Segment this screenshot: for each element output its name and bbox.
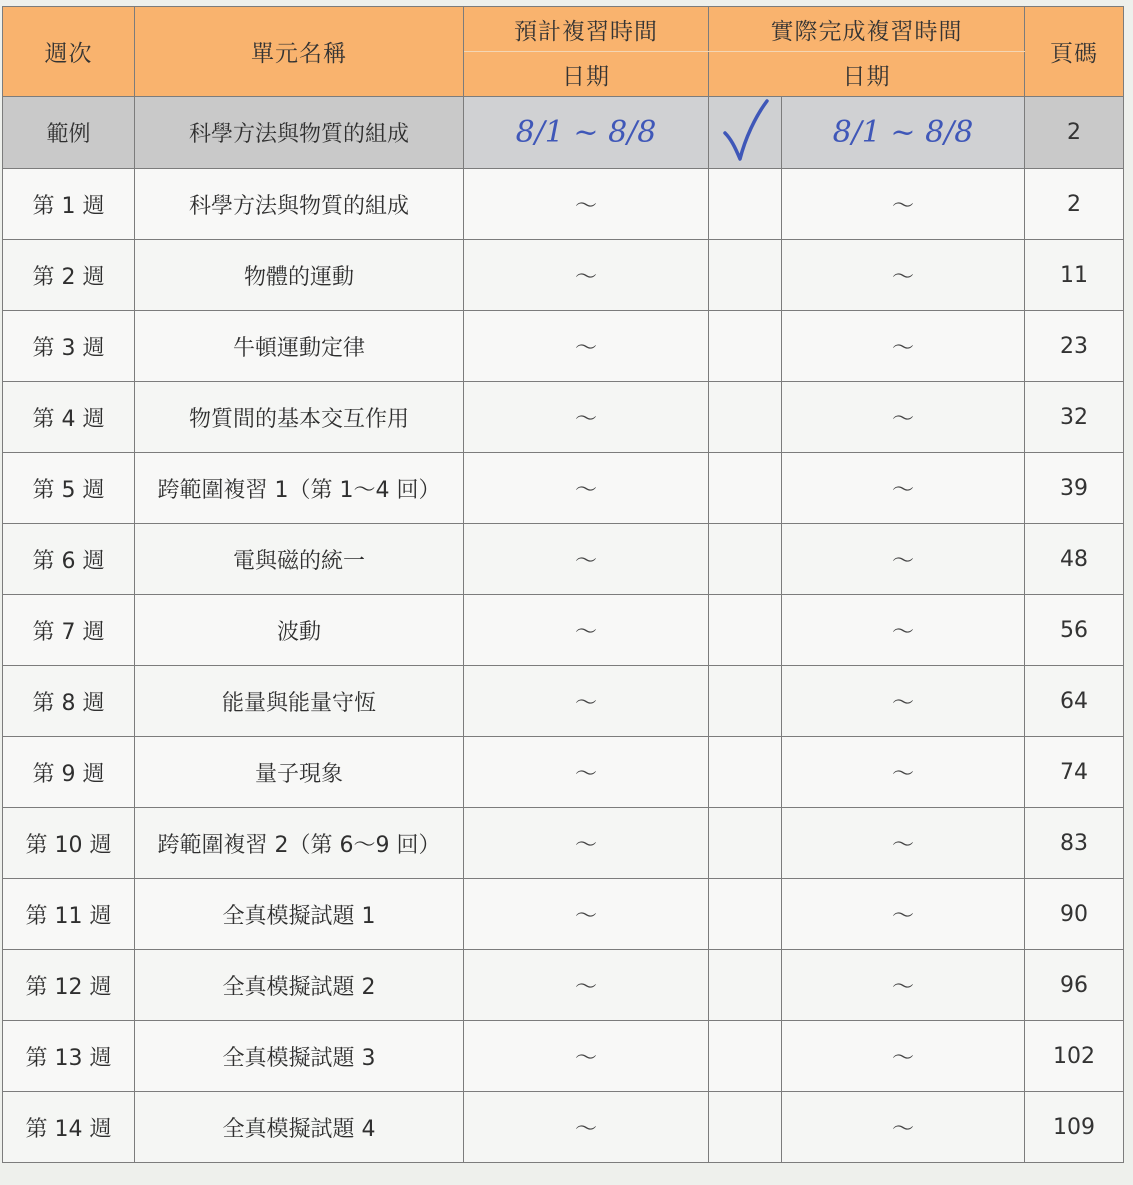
unit-name-cell: 跨範圍複習 1（第 1～4 回） xyxy=(135,453,464,524)
planned-date-cell: ～ xyxy=(464,169,709,240)
completed-check-cell xyxy=(709,1021,782,1092)
table-row xyxy=(3,382,1124,453)
week-cell: 第 9 週 xyxy=(3,737,135,808)
completed-check-cell xyxy=(709,950,782,1021)
completed-check-cell xyxy=(709,879,782,950)
page-number-cell: 83 xyxy=(1025,808,1124,879)
completed-check-cell xyxy=(709,666,782,737)
page-number-cell: 96 xyxy=(1025,950,1124,1021)
week-cell: 第 6 週 xyxy=(3,524,135,595)
page-number-cell: 90 xyxy=(1025,879,1124,950)
table-row xyxy=(3,311,1124,382)
table-row xyxy=(3,453,1124,524)
example-unit-cell: 科學方法與物質的組成 xyxy=(135,97,464,169)
planned-date-subheader: 日期 xyxy=(464,52,709,97)
week-cell: 第 8 週 xyxy=(3,666,135,737)
actual-date-cell: ～ xyxy=(782,524,1025,595)
example-completed-check xyxy=(709,97,782,169)
week-cell: 第 2 週 xyxy=(3,240,135,311)
table-row xyxy=(3,1092,1124,1163)
unit-name-cell: 全真模擬試題 2 xyxy=(135,950,464,1021)
example-actual-date: 8/1 ~ 8/8 xyxy=(782,97,1025,169)
page-column-header: 頁碼 xyxy=(1025,7,1124,97)
actual-date-cell: ～ xyxy=(782,595,1025,666)
completed-check-cell xyxy=(709,311,782,382)
page-number-cell: 11 xyxy=(1025,240,1124,311)
page-number-cell: 32 xyxy=(1025,382,1124,453)
planned-date-cell: ～ xyxy=(464,382,709,453)
completed-check-cell xyxy=(709,382,782,453)
check-mark-icon xyxy=(715,99,775,163)
actual-date-cell: ～ xyxy=(782,453,1025,524)
actual-date-cell: ～ xyxy=(782,879,1025,950)
week-cell: 第 12 週 xyxy=(3,950,135,1021)
planned-date-cell: ～ xyxy=(464,666,709,737)
table-row xyxy=(3,1021,1124,1092)
completed-check-cell xyxy=(709,524,782,595)
week-cell: 第 5 週 xyxy=(3,453,135,524)
planned-date-cell: ～ xyxy=(464,879,709,950)
planned-review-time-header: 預計複習時間 xyxy=(464,7,709,52)
completed-check-cell xyxy=(709,1092,782,1163)
completed-check-cell xyxy=(709,169,782,240)
planned-date-cell: ～ xyxy=(464,950,709,1021)
review-schedule-table xyxy=(2,6,1124,1163)
actual-date-cell: ～ xyxy=(782,311,1025,382)
unit-name-column-header: 單元名稱 xyxy=(135,7,464,97)
week-cell: 第 14 週 xyxy=(3,1092,135,1163)
unit-name-cell: 物體的運動 xyxy=(135,240,464,311)
week-cell: 第 1 週 xyxy=(3,169,135,240)
table-row xyxy=(3,524,1124,595)
actual-date-cell: ～ xyxy=(782,240,1025,311)
completed-check-cell xyxy=(709,595,782,666)
unit-name-cell: 牛頓運動定律 xyxy=(135,311,464,382)
planned-date-cell: ～ xyxy=(464,737,709,808)
table-row xyxy=(3,879,1124,950)
unit-name-cell: 能量與能量守恆 xyxy=(135,666,464,737)
example-week-cell: 範例 xyxy=(3,97,135,169)
actual-date-cell: ～ xyxy=(782,169,1025,240)
unit-name-cell: 電與磁的統一 xyxy=(135,524,464,595)
week-cell: 第 7 週 xyxy=(3,595,135,666)
week-cell: 第 4 週 xyxy=(3,382,135,453)
completed-check-cell xyxy=(709,737,782,808)
page-number-cell: 74 xyxy=(1025,737,1124,808)
page-number-cell: 56 xyxy=(1025,595,1124,666)
table-row xyxy=(3,808,1124,879)
actual-date-subheader: 日期 xyxy=(709,52,1025,97)
week-column-header: 週次 xyxy=(3,7,135,97)
example-page-cell: 2 xyxy=(1025,97,1124,169)
unit-name-cell: 全真模擬試題 3 xyxy=(135,1021,464,1092)
planned-date-cell: ～ xyxy=(464,453,709,524)
table-row xyxy=(3,737,1124,808)
example-planned-date: 8/1 ~ 8/8 xyxy=(464,97,709,169)
actual-review-time-header: 實際完成複習時間 xyxy=(709,7,1025,52)
planned-date-cell: ～ xyxy=(464,240,709,311)
week-cell: 第 3 週 xyxy=(3,311,135,382)
unit-name-cell: 跨範圍複習 2（第 6～9 回） xyxy=(135,808,464,879)
unit-name-cell: 物質間的基本交互作用 xyxy=(135,382,464,453)
header-row-top xyxy=(3,7,1124,52)
planned-date-cell: ～ xyxy=(464,311,709,382)
unit-name-cell: 全真模擬試題 4 xyxy=(135,1092,464,1163)
page-number-cell: 109 xyxy=(1025,1092,1124,1163)
table-row xyxy=(3,240,1124,311)
table-row xyxy=(3,595,1124,666)
table-row xyxy=(3,666,1124,737)
example-row xyxy=(3,97,1124,169)
actual-date-cell: ～ xyxy=(782,382,1025,453)
actual-date-cell: ～ xyxy=(782,808,1025,879)
unit-name-cell: 量子現象 xyxy=(135,737,464,808)
page-number-cell: 102 xyxy=(1025,1021,1124,1092)
table-row xyxy=(3,169,1124,240)
actual-date-cell: ～ xyxy=(782,950,1025,1021)
actual-date-cell: ～ xyxy=(782,737,1025,808)
page-number-cell: 2 xyxy=(1025,169,1124,240)
planned-date-cell: ～ xyxy=(464,808,709,879)
table-row xyxy=(3,950,1124,1021)
page-number-cell: 48 xyxy=(1025,524,1124,595)
completed-check-cell xyxy=(709,240,782,311)
page-number-cell: 23 xyxy=(1025,311,1124,382)
actual-date-cell: ～ xyxy=(782,1092,1025,1163)
unit-name-cell: 全真模擬試題 1 xyxy=(135,879,464,950)
week-cell: 第 11 週 xyxy=(3,879,135,950)
completed-check-cell xyxy=(709,808,782,879)
actual-date-cell: ～ xyxy=(782,666,1025,737)
week-cell: 第 13 週 xyxy=(3,1021,135,1092)
planned-date-cell: ～ xyxy=(464,1092,709,1163)
planned-date-cell: ～ xyxy=(464,524,709,595)
unit-name-cell: 科學方法與物質的組成 xyxy=(135,169,464,240)
planned-date-cell: ～ xyxy=(464,595,709,666)
actual-date-cell: ～ xyxy=(782,1021,1025,1092)
planned-date-cell: ～ xyxy=(464,1021,709,1092)
week-cell: 第 10 週 xyxy=(3,808,135,879)
page-number-cell: 39 xyxy=(1025,453,1124,524)
page-number-cell: 64 xyxy=(1025,666,1124,737)
completed-check-cell xyxy=(709,453,782,524)
unit-name-cell: 波動 xyxy=(135,595,464,666)
